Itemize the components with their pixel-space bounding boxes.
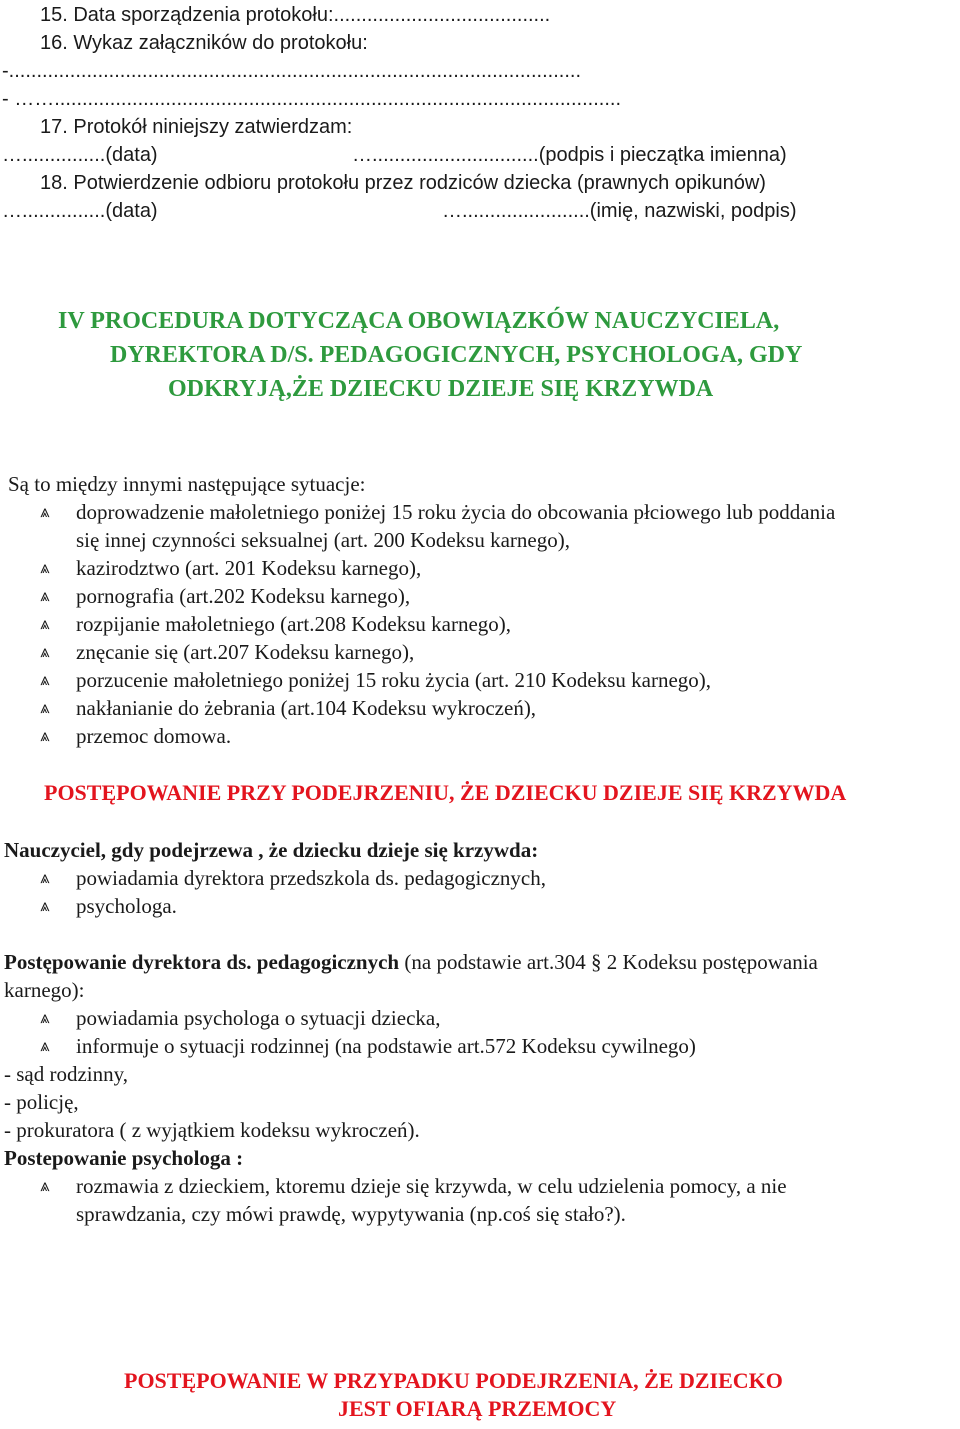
list-item: ⩓ doprowadzenie małoletniego poniżej 15 roku życia do obcowania płciowego lub poddania xyxy=(40,500,836,524)
signature-1-date: …...............(data) xyxy=(2,144,158,166)
list-item: ⩓ kazirodztwo (art. 201 Kodeksu karnego), xyxy=(40,556,422,580)
list-item: ⩓ powiadamia dyrektora przedszkola ds. pedagogicznych, xyxy=(40,866,546,890)
signature-2-date: …...............(data) xyxy=(2,200,158,222)
psychologist-title: Postepowanie psychologa : xyxy=(4,1146,244,1170)
list-item: ⩓ pornografia (art.202 Kodeksu karnego), xyxy=(40,584,411,608)
section-heading-line-2: DYREKTORA D/S. PEDAGOGICZNYCH, PSYCHOLOGA, GDY xyxy=(110,342,803,368)
list-item: ⩓ psychologa. xyxy=(40,894,177,918)
bullet-icon: ⩓ xyxy=(40,670,50,689)
list-item: ⩓ porzucenie małoletniego poniżej 15 roku życia (art. 210 Kodeksu karnego), xyxy=(40,668,712,692)
director-title: Postępowanie dyrektora ds. pedagogicznych (na podstawie art.304 § 2 Kodeksu postępowania xyxy=(4,950,818,974)
bullet-icon: ⩓ xyxy=(40,1008,50,1027)
list-item: ⩓ powiadamia psychologa o sytuacji dziecka, xyxy=(40,1006,441,1030)
situations-intro: Są to między innymi następujące sytuacje: xyxy=(8,472,366,496)
bullet-icon: ⩓ xyxy=(40,642,50,661)
signature-2-sign: ….......................(imię, nazwiski, podpis) xyxy=(442,200,797,222)
violence-heading-line-1: POSTĘPOWANIE W PRZYPADKU PODEJRZENIA, ŻE DZIECKO xyxy=(124,1368,783,1393)
signature-1-sign: …..............................(podpis i pieczątka imienna) xyxy=(352,144,787,166)
dash-item-police: - policję, xyxy=(4,1090,79,1114)
list-item: ⩓ przemoc domowa. xyxy=(40,724,232,748)
attachment-line-1: -....................................................................................................... xyxy=(2,60,581,82)
list-item: ⩓ informuje o sytuacji rodzinnej (na podstawie art.572 Kodeksu cywilnego) xyxy=(40,1034,696,1058)
list-item-continuation: sprawdzania, czy mówi prawdę, wypytywania (np.coś się stało?). xyxy=(76,1202,626,1226)
protocol-item-15: 15. Data sporządzenia protokołu:....................................... xyxy=(40,4,551,26)
bullet-icon: ⩓ xyxy=(40,1176,50,1195)
bullet-icon: ⩓ xyxy=(40,1036,50,1055)
list-item: ⩓ rozmawia z dzieckiem, ktoremu dzieje się krzywda, w celu udzielenia pomocy, a nie xyxy=(40,1174,787,1198)
list-item-continuation: się innej czynności seksualnej (art. 200 Kodeksu karnego), xyxy=(76,528,570,552)
procedure-heading: POSTĘPOWANIE PRZY PODEJRZENIU, ŻE DZIECKU DZIEJE SIĘ KRZYWDA xyxy=(44,780,847,805)
list-item: ⩓ znęcanie się (art.207 Kodeksu karnego), xyxy=(40,640,415,664)
bullet-icon: ⩓ xyxy=(40,726,50,745)
dash-item-court: - sąd rodzinny, xyxy=(4,1062,129,1086)
attachment-line-2: - ……...................................................................................................... xyxy=(2,88,621,110)
section-heading-line-3: ODKRYJĄ,ŻE DZIECKU DZIEJE SIĘ KRZYWDA xyxy=(168,376,714,402)
teacher-title: Nauczyciel, gdy podejrzewa , że dziecku dzieje się krzywda: xyxy=(4,838,539,862)
violence-heading-line-2: JEST OFIARĄ PRZEMOCY xyxy=(338,1396,617,1421)
section-sign: § xyxy=(591,950,602,974)
bullet-icon: ⩓ xyxy=(40,558,50,577)
list-item: ⩓ rozpijanie małoletniego (art.208 Kodeksu karnego), xyxy=(40,612,512,636)
section-heading-line-1: IV PROCEDURA DOTYCZĄCA OBOWIĄZKÓW NAUCZYCIELA, xyxy=(58,308,780,334)
dash-item-prosecutor: - prokuratora ( z wyjątkiem kodeksu wykroczeń). xyxy=(4,1118,420,1142)
bullet-icon: ⩓ xyxy=(40,896,50,915)
bullet-icon: ⩓ xyxy=(40,868,50,887)
bullet-icon: ⩓ xyxy=(40,614,50,633)
director-title-line-2: karnego): xyxy=(4,978,85,1002)
protocol-item-18: 18. Potwierdzenie odbioru protokołu przez rodziców dziecka (prawnych opikunów) xyxy=(40,172,766,194)
protocol-item-17: 17. Protokół niniejszy zatwierdzam: xyxy=(40,116,353,138)
list-item: ⩓ nakłanianie do żebrania (art.104 Kodeksu wykroczeń), xyxy=(40,696,537,720)
protocol-item-16: 16. Wykaz załączników do protokołu: xyxy=(40,32,368,54)
bullet-icon: ⩓ xyxy=(40,502,50,521)
bullet-icon: ⩓ xyxy=(40,586,50,605)
bullet-icon: ⩓ xyxy=(40,698,50,717)
